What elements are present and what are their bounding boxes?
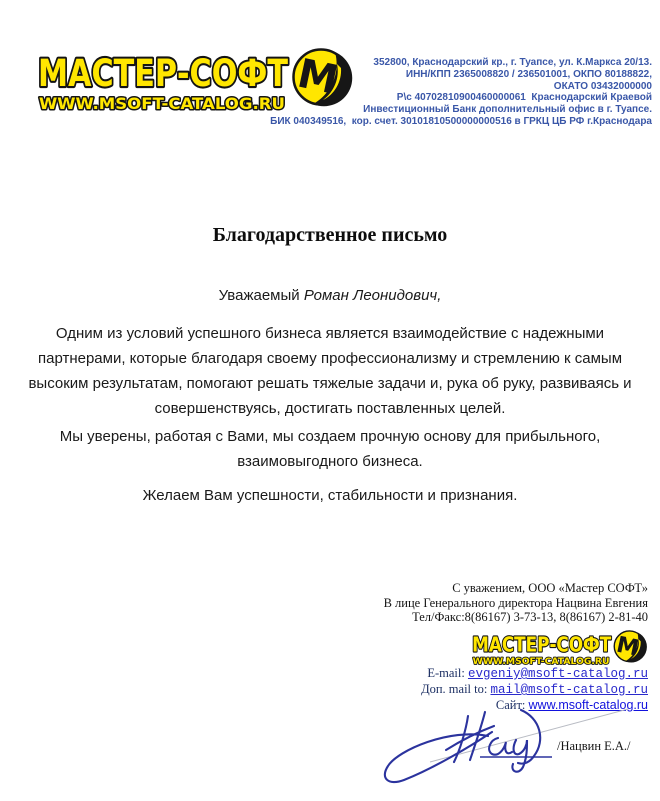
closing-phone: Тел/Факс:8(86167) 3-73-13, 8(86167) 2-81-40 [412,610,648,624]
company-requisites [270,57,652,128]
salutation-prefix: Уважаемый [218,287,300,304]
paragraph-1: Одним из условий успешного бизнеса является взаимодействие с надежными партнерами, которые благодаря своему профессионализму и стремлению к самым высоким результатам, помогают решать тяжелые задачи и, рука об руку, развиваясь и совершенствуясь, достигать поставленных целей. [28,325,632,417]
requisites-okato: ОКАТО 03432000000 [553,80,652,92]
alt-mail-line [421,682,648,698]
closing-block [384,581,648,625]
email-label: E-mail: [427,666,465,680]
requisites-inn-kpp: ИНН/КПП 2365008820 / 236501001, ОКПО 80188822, [405,68,652,80]
closing-director: В лице Генерального директора Нацвина Евгения [383,595,648,610]
alt-mail-link[interactable]: mail@msoft-catalog.ru [490,683,648,697]
paragraph-3: Желаем Вам успешности, стабильности и признания. [142,487,518,504]
requisites-bik: БИК 040349516, кор. счет. 30101810500000000516 в ГРКЦ ЦБ РФ г.Краснодара [270,115,652,127]
closing-regards: С уважением, ООО «Мастер СОФТ» [452,581,648,595]
email-line [421,666,648,682]
signature-strokes [385,710,540,782]
letter-title: Благодарственное письмо [212,224,448,246]
requisites-address: 352800, Краснодарский кр., г. Туапсе, ул. К.Маркса 20/13. [373,57,652,68]
requisites-bank: Инвестиционный Банк дополнительный офис в г. Туапсе. [363,104,652,116]
signed-name: /Нацвин Е.А./ [557,739,631,753]
site-label: Сайт: [495,698,526,712]
site-link[interactable]: www.msoft-catalog.ru [528,698,648,712]
email-link[interactable]: evgeniy@msoft-catalog.ru [467,667,648,681]
requisites-account: Р\с 40702810900460000061 Краснодарский Краевой [396,92,652,104]
paragraph-2: Мы уверены, работая с Вами, мы создаем прочную основу для прибыльного, взаимовыгодного бизнеса. [59,428,601,470]
company-logo-small [471,629,649,668]
salutation-name: Роман Леонидович, [303,287,442,304]
letter-body [28,321,632,508]
salutation [0,287,660,304]
alt-mail-label: Доп. mail to: [421,682,488,696]
